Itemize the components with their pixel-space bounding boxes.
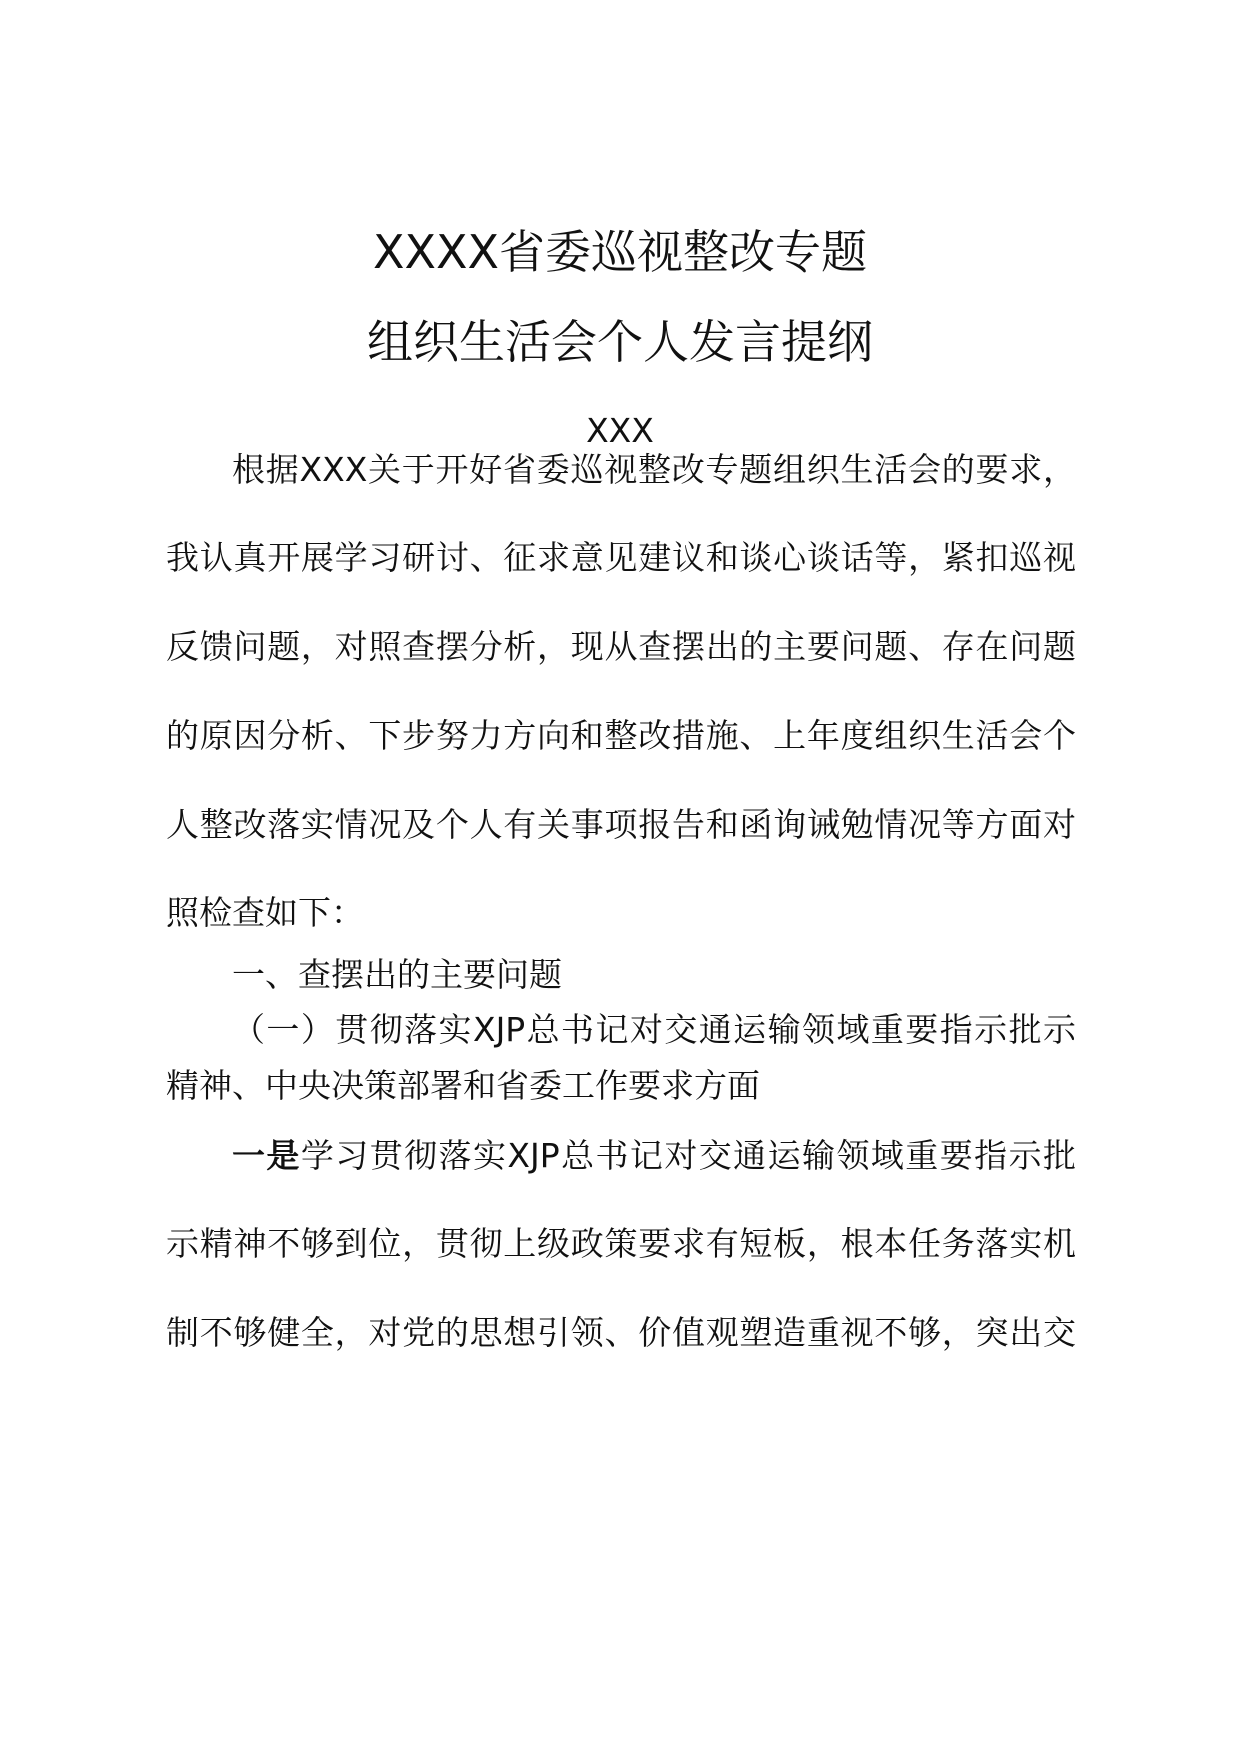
section-heading: 一、查摆出的主要问题: [232, 955, 562, 994]
subsection-heading-line: 精神、中央决策部署和省委工作要求方面: [166, 1066, 760, 1105]
document-title-line-2: 组织生活会个人发言提纲: [367, 315, 873, 369]
point-first-line-text: 学习贯彻落实XJP总书记对交通运输领域重要指示批: [300, 1136, 1077, 1175]
intro-paragraph-line: 照检查如下：: [166, 893, 364, 932]
intro-paragraph-line: 的原因分析、下步努力方向和整改措施、上年度组织生活会个: [166, 716, 1076, 755]
intro-paragraph-line: 我认真开展学习研讨、征求意见建议和谈心谈话等，紧扣巡视: [166, 538, 1076, 577]
point-lead: 一是: [232, 1136, 301, 1175]
point-paragraph-line: 示精神不够到位，贯彻上级政策要求有短板，根本任务落实机: [166, 1224, 1076, 1263]
document-title-line-1: XXXX省委巡视整改专题: [372, 225, 868, 279]
intro-paragraph-line: 根据XXX关于开好省委巡视整改专题组织生活会的要求，: [232, 450, 1076, 489]
subsection-heading-line: （一）贯彻落实XJP总书记对交通运输领域重要指示批示: [232, 1010, 1076, 1049]
point-paragraph-line: 制不够健全，对党的思想引领、价值观塑造重视不够，突出交: [166, 1313, 1076, 1352]
intro-paragraph-line: 人整改落实情况及个人有关事项报告和函询诫勉情况等方面对: [166, 805, 1076, 844]
document-author: XXX: [586, 411, 654, 450]
point-paragraph-line: [232, 1134, 1076, 1178]
intro-paragraph-line: 反馈问题，对照查摆分析，现从查摆出的主要问题、存在问题: [166, 627, 1076, 666]
